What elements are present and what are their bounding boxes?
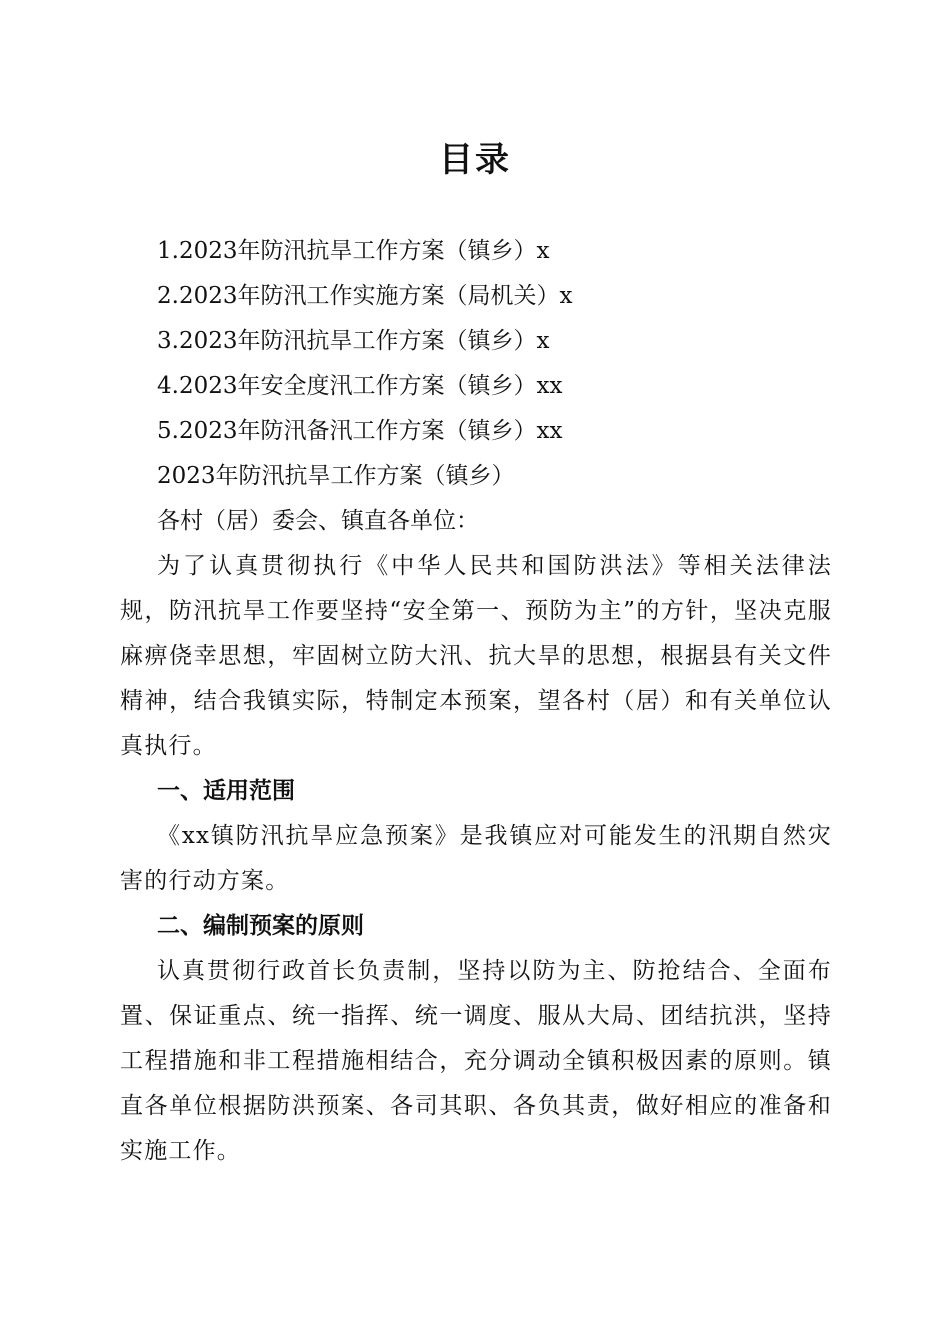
- toc-item-4[interactable]: 4.2023年安全度汛工作方案（镇乡）xx: [157, 373, 563, 399]
- section-heading-scope: 一、适用范围: [157, 778, 295, 804]
- section-heading-principles: 二、编制预案的原则: [157, 913, 364, 939]
- intro-paragraph: 为了认真贯彻执行《中华人民共和国防洪法》等相关法律法规，防汛抗旱工作要坚持“安全第一、预防为主”的方针，坚决克服麻痹侥幸思想，牢固树立防大汛、抗大旱的思想，根据县有关文件精神，结合我镇实际，特制定本预案，望各村（居）和有关单位认真执行。: [120, 553, 832, 759]
- document-title: 2023年防汛抗旱工作方案（镇乡）: [157, 463, 515, 489]
- toc-item-1[interactable]: 1.2023年防汛抗旱工作方案（镇乡）x: [157, 238, 550, 264]
- page-title: 目录: [439, 140, 511, 180]
- salutation: 各村（居）委会、镇直各单位：: [157, 508, 479, 534]
- toc-item-5[interactable]: 5.2023年防汛备汛工作方案（镇乡）xx: [157, 418, 563, 444]
- toc-item-2[interactable]: 2.2023年防汛工作实施方案（局机关）x: [157, 283, 573, 309]
- toc-item-3[interactable]: 3.2023年防汛抗旱工作方案（镇乡）x: [157, 328, 550, 354]
- document-body: [120, 229, 832, 1174]
- section-text-principles: 认真贯彻行政首长负责制，坚持以防为主、防抢结合、全面布置、保证重点、统一指挥、统一调度、服从大局、团结抗洪，坚持工程措施和非工程措施相结合，充分调动全镇积极因素的原则。镇直各单位根据防洪预案、各司其职、各负其责，做好相应的准备和实施工作。: [120, 958, 832, 1164]
- section-text-scope: 《xx镇防汛抗旱应急预案》是我镇应对可能发生的汛期自然灾害的行动方案。: [120, 823, 832, 894]
